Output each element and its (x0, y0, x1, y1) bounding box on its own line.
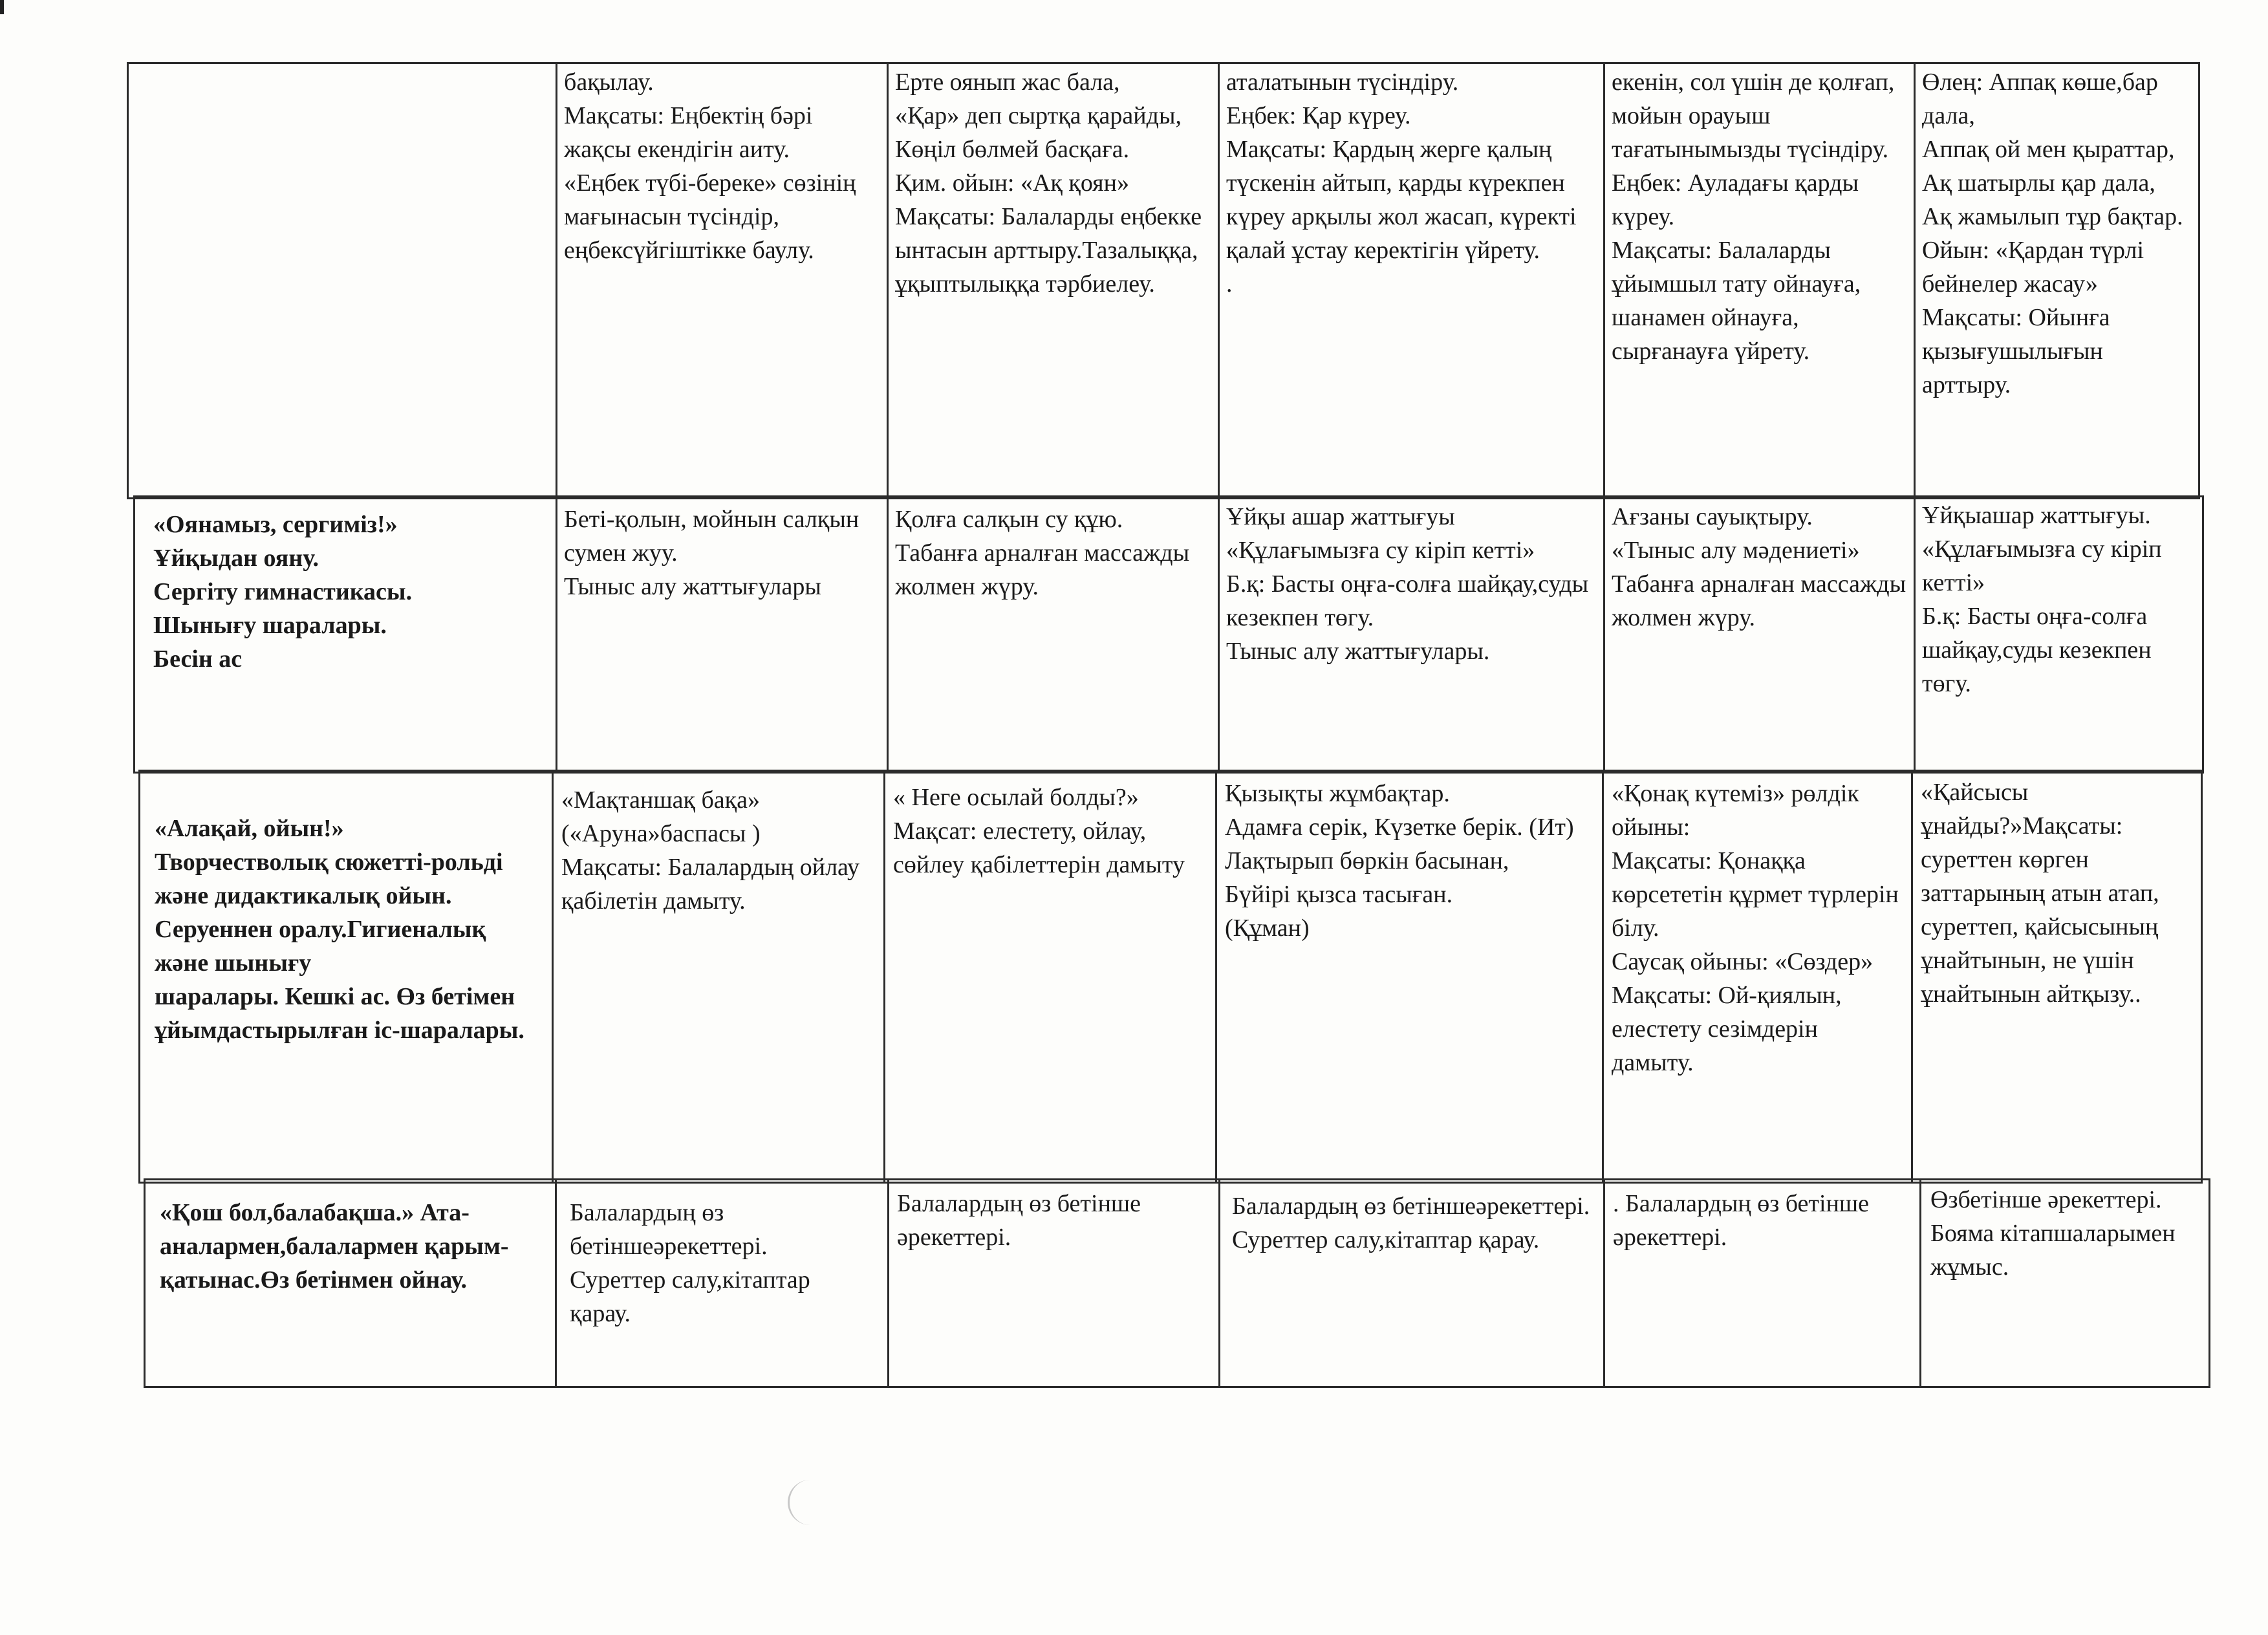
cell-text: Ұйқыашар жаттығуы. «Құлағымызға су кіріп кетті» Б.қ: Басты оңға-солға шайқау,суды кезекпен төгу. (1922, 502, 2162, 697)
row-label-cell (140, 772, 554, 1182)
day-cell (1916, 497, 2202, 772)
day-cell (1220, 1180, 1605, 1386)
cell-text: екенін, сол үшін де қолғап, мойын орауыш тағатынымызды түсіндіру. Еңбек: Ауладағы қарды күреу. Мақсаты: Балаларды ұйымшыл тату ойнауға, шанамен ойнауға, сырғанауға үйрету. (1612, 69, 1895, 365)
row-label: «Қош бол,балабақша.» Ата-аналармен,балалармен қарым-қатынас.Өз бетінмен ойнау. (160, 1199, 509, 1294)
cell-text: Балалардың өз бетіншеәрекеттері. Суреттер салу,кітаптар қарау. (570, 1199, 810, 1327)
cell-text: Балалардың өз бетінше әрекеттері. (897, 1190, 1141, 1251)
day-cell (557, 1180, 889, 1386)
day-cell (1605, 64, 1916, 497)
day-cell (1605, 497, 1916, 772)
cell-text: Балалардың өз бетіншеәрекеттері. Суреттер салу,кітаптар қарау. (1232, 1193, 1590, 1253)
day-cell (1220, 497, 1605, 772)
cell-text: бақылау. Мақсаты: Еңбектің бәрі жақсы екендігін аиту. «Еңбек түбі-береке» сөзінің мағынасын түсіндір, еңбексүйгіштікке баулу. (564, 69, 856, 264)
cell-text: « Неге осылай болды?» Мақсат: елестету, ойлау, сөйлеу қабілеттерін дамыту (893, 784, 1185, 878)
day-cell (889, 1180, 1220, 1386)
day-cell (1921, 1180, 2209, 1386)
day-cell (1605, 1180, 1921, 1386)
cell-text: «Қонақ күтеміз» рөлдік ойыны: Мақсаты: Қонаққа көрсететін құрмет түрлерін білу. Саусақ ойыны: «Сөздер» Мақсаты: Ой-қиялын, елестету сезімдерін дамыту. (1612, 780, 1899, 1076)
table-row (144, 1178, 2210, 1388)
cell-text: Қолға салқын су құю. Табанға арналған массажды жолмен жүру. (895, 506, 1190, 600)
row-label (129, 64, 556, 77)
cell-text: Беті-қолын, мойнын салқын сумен жуу. Тыныс алу жаттығулары (564, 506, 859, 600)
cell-text: «Қайсысы ұнайды?»Мақсаты: суреттен көрген заттарының атын атап, суреттеп, қайсысының ұнайтынын, не үшін ұнайтынын айтқызу.. (1921, 779, 2159, 1008)
table-row (138, 770, 2203, 1184)
cell-text: Қызықты жұмбақтар. Адамға серік, Күзетке берік. (Ит) Лақтырып бөркін басынан, Бүйірі қызса тасыған. (Құман) (1225, 780, 1574, 942)
day-cell (1913, 772, 2201, 1182)
day-cell (885, 772, 1217, 1182)
table-row (127, 62, 2200, 499)
row-label-cell (135, 497, 557, 772)
row-label: «Оянамыз, сергиміз!» Ұйқыдан ояну. Сергіту гимнастикасы. Шынығу шаралары. Бесін ас (153, 511, 413, 673)
row-label-cell (146, 1180, 557, 1386)
cell-text: Ағзаны сауықтыру. «Тыныс алу мәдениеті» Табанға арналған массажды жолмен жүру. (1612, 503, 1906, 631)
scan-artifact (788, 1480, 815, 1525)
day-cell (1604, 772, 1913, 1182)
day-cell (1217, 772, 1604, 1182)
table-row (133, 495, 2204, 774)
day-cell (554, 772, 885, 1182)
scan-edge-mark (0, 0, 4, 14)
day-cell (889, 497, 1220, 772)
cell-text: Ерте оянып жас бала, «Қар» деп сыртқа қарайды, Көңіл бөлмей басқаға. Қим. ойын: «Ақ қоян» Мақсаты: Балаларды еңбекке ынтасын арттыру.Тазалыққа, ұқыптылыққа тәрбиелеу. (895, 69, 1202, 298)
row-label: «Алақай, ойын!» Творчестволық сюжетті-рольді және дидактикалық ойын. Серуеннен оралу.Гигиеналық және шынығу шаралары. Кешкі ас. Өз бетімен ұйымдастырылған іс-шаралары. (155, 815, 524, 1044)
day-cell (1220, 64, 1605, 497)
day-cell (557, 64, 889, 497)
row-label-cell (129, 64, 557, 497)
cell-text: Ұйқы ашар жаттығуы «Құлағымызға су кіріп кетті» Б.қ: Басты оңға-солға шайқау,суды кезекпен төгу. Тыныс алу жаттығулары. (1226, 503, 1589, 665)
cell-text: Өзбетінше әрекеттері. Бояма кітапшаларымен жұмыс. (1930, 1186, 2176, 1281)
cell-text: «Мақтаншақ бақа» («Аруна»баспасы ) Мақсаты: Балалардың ойлау қабілетін дамыту. (561, 786, 859, 915)
day-cell (889, 64, 1220, 497)
cell-text: аталатынын түсіндіру. Еңбек: Қар күреу. Мақсаты: Қардың жерге қалың түскенін айтып, қарды күрекпен күреу арқылы жол жасап, күректі қалай ұстау керектігін үйрету. . (1226, 69, 1577, 298)
day-cell (557, 497, 889, 772)
cell-text: Өлең: Аппақ көше,бар дала, Аппақ ой мен қыраттар, Ақ шатырлы қар дала, Ақ жамылып тұр бақтар. Ойын: «Қардан түрлі бейнелер жасау» Мақсаты: Ойынға қызығушылығын арттыру. (1922, 69, 2183, 398)
cell-text: . Балалардың өз бетінше әрекеттері. (1613, 1190, 1870, 1251)
day-cell (1916, 64, 2198, 497)
